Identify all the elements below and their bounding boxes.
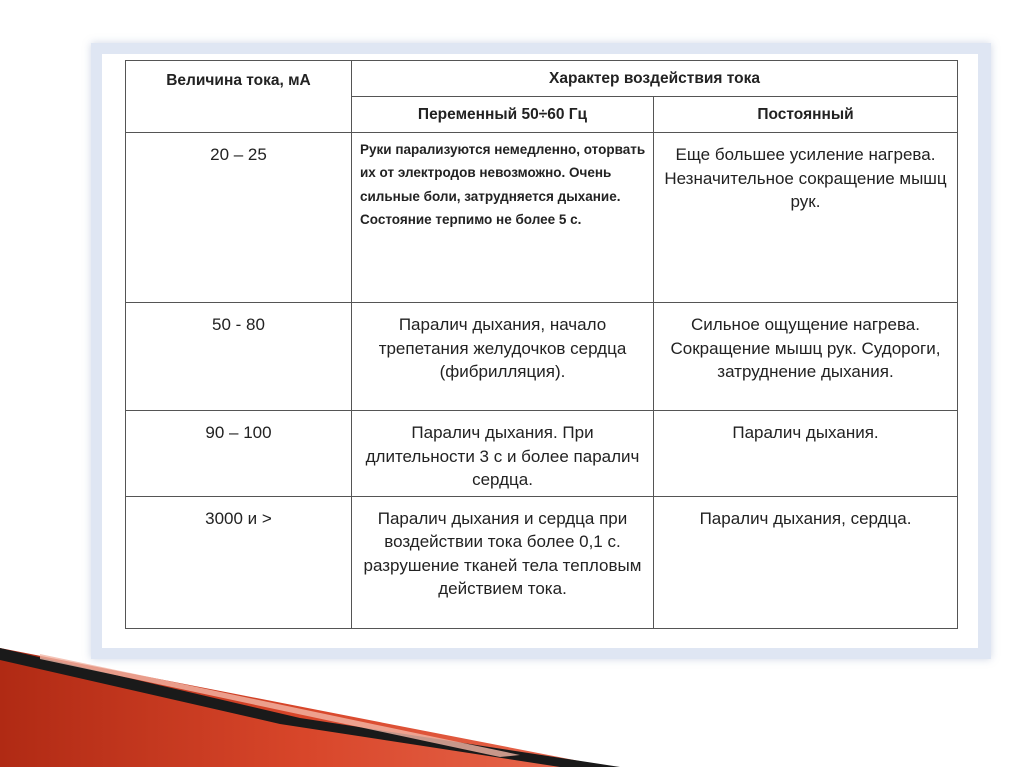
header-direct-current: Постоянный xyxy=(654,97,958,133)
ac-effect-cell: Паралич дыхания, начало трепетания желудочков сердца (фибрилляция). xyxy=(352,303,654,411)
dc-effect-cell: Сильное ощущение нагрева. Сокращение мышц рук. Судороги, затруднение дыхания. xyxy=(654,303,958,411)
header-effect-character: Характер воздействия тока xyxy=(352,61,958,97)
current-value-cell: 90 – 100 xyxy=(126,411,352,497)
header-current-magnitude: Величина тока, мА xyxy=(126,61,352,133)
header-alternating-current: Переменный 50÷60 Гц xyxy=(352,97,654,133)
current-effects-table xyxy=(125,60,958,629)
table-row xyxy=(126,411,958,497)
dc-effect-cell: Паралич дыхания, сердца. xyxy=(654,496,958,628)
ac-effect-cell: Паралич дыхания и сердца при воздействии тока более 0,1 с. разрушение тканей тела тепловым действием тока. xyxy=(352,496,654,628)
ac-effect-cell: Паралич дыхания. При длительности 3 с и более паралич сердца. xyxy=(352,411,654,497)
table-header-row xyxy=(126,61,958,97)
table-row xyxy=(126,303,958,411)
current-value-cell: 20 – 25 xyxy=(126,133,352,303)
dc-effect-cell: Еще большее усиление нагрева. Незначительное сокращение мышц рук. xyxy=(654,133,958,303)
table-row xyxy=(126,496,958,628)
ac-effect-cell: Руки парализуются немедленно, оторвать их от электродов невозможно. Очень сильные боли, затрудняется дыхание. Состояние терпимо не более 5 с. xyxy=(352,133,654,303)
current-value-cell: 3000 и > xyxy=(126,496,352,628)
table-row xyxy=(126,133,958,303)
dc-effect-cell: Паралич дыхания. xyxy=(654,411,958,497)
current-value-cell: 50 - 80 xyxy=(126,303,352,411)
